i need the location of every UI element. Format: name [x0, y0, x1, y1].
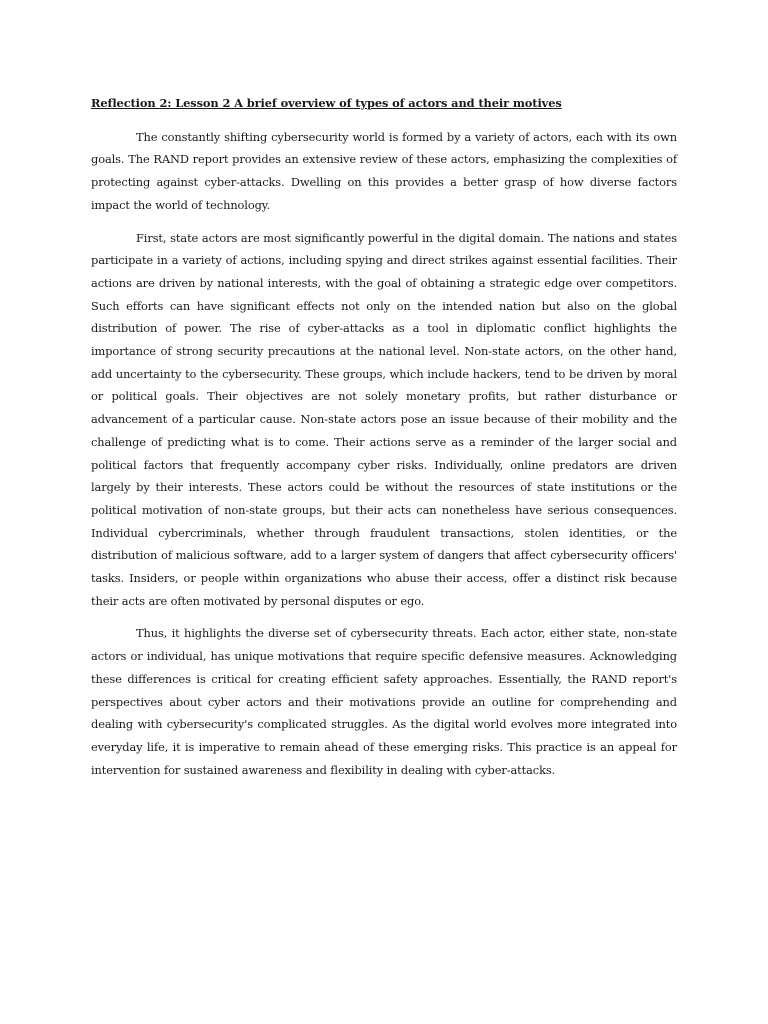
paragraph-actors: First, state actors are most significantly powerful in the digital domain. The nations and states participate in a variety of actions, including spying and direct strikes against essential facilities. Their actions are driven by national interests, with the goal of obtaining a strategic edge over competitors. Such efforts can have significant effects not only on the intended nation but also on the global distribution of power. The rise of cyber-attacks as a tool in diplomatic conflict highlights the importance of strong security precautions at the national level. Non-state actors, on the other hand, add uncertainty to the cybersecurity. These groups, which include hackers, tend to be driven by moral or political goals. Their objectives are not solely monetary profits, but rather disturbance or advancement of a particular cause. Non-state actors pose an issue because of their mobility and the challenge of predicting what is to come. Their actions serve as a reminder of the larger social and political factors that frequently accompany cyber risks. Individually, online predators are driven largely by their interests. These actors could be without the resources of state institutions or the political motivation of non-state groups, but their acts can nonetheless have serious consequences. Individual cybercriminals, whether through fraudulent transactions, stolen identities, or the distribution of malicious software, add to a larger system of dangers that affect cybersecurity officers' tasks. Insiders, or people within organizations who abuse their access, offer a distinct risk because their acts are often motivated by personal disputes or ego.: [91, 230, 677, 608]
document-body: [91, 92, 677, 791]
paragraph-conclusion: Thus, it highlights the diverse set of cybersecurity threats. Each actor, either state, non-state actors or individual, has unique motivations that require specific defensive measures. Acknowledging these differences is critical for creating efficient safety approaches. Essentially, the RAND report's perspectives about cyber actors and their motivations provide an outline for comprehending and dealing with cybersecurity's complicated struggles. As the digital world evolves more integrated into everyday life, it is imperative to remain ahead of these emerging risks. This practice is an appeal for intervention for sustained awareness and flexibility in dealing with cyber-attacks.: [91, 626, 677, 777]
document-title: Reflection 2: Lesson 2 A brief overview of types of actors and their motives: [91, 96, 562, 110]
paragraph-introduction: The constantly shifting cybersecurity world is formed by a variety of actors, each with its own goals. The RAND report provides an extensive review of these actors, emphasizing the complexities of protecting against cyber-attacks. Dwelling on this provides a better grasp of how diverse factors impact the world of technology.: [91, 129, 677, 212]
